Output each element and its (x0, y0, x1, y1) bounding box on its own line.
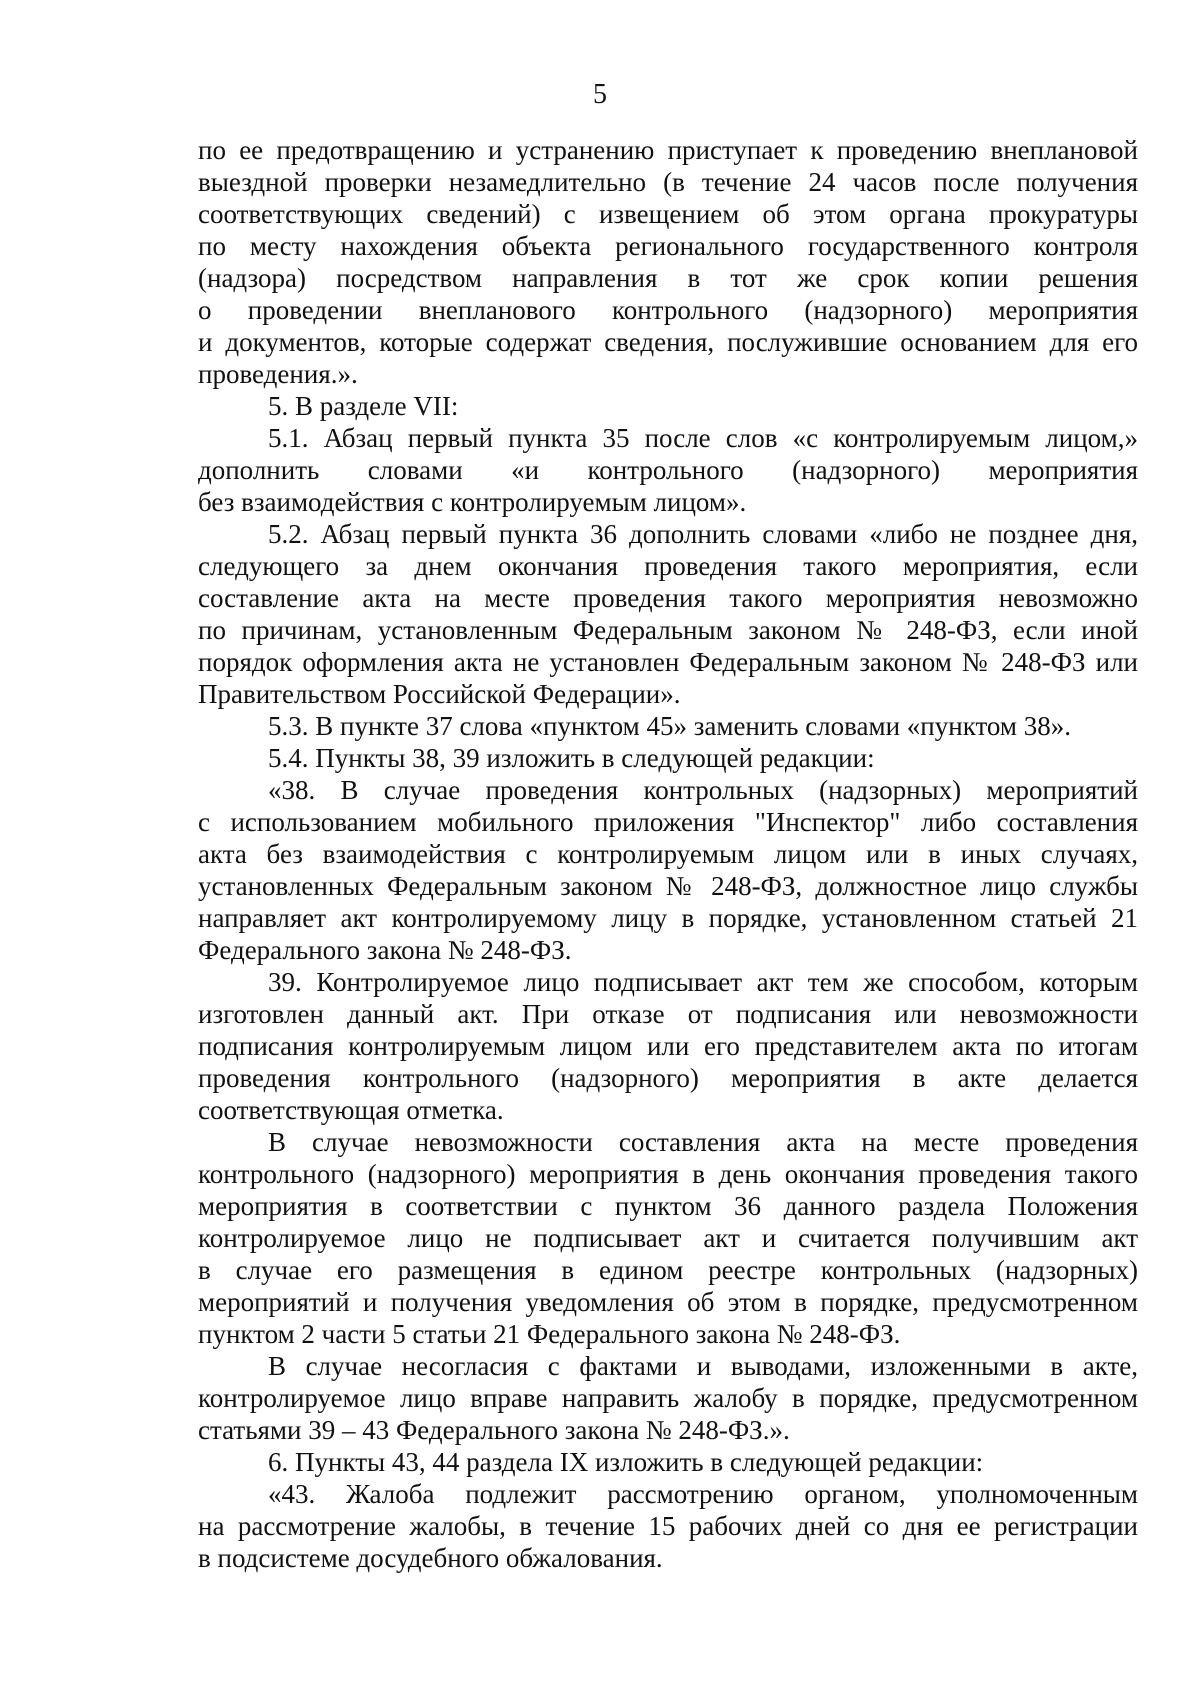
text-line: Правительством Российской Федерации». (198, 679, 681, 709)
text-line: В случае невозможности составления акта на месте проведения (268, 1127, 1138, 1157)
text-line: составление акта на месте проведения такого мероприятия невозможно (198, 583, 1138, 613)
text-line: следующего за днем окончания проведения такого мероприятия, если (198, 551, 1138, 581)
text-line: изготовлен данный акт. При отказе от подписания или невозможности (198, 999, 1138, 1029)
text-line: по месту нахождения объекта регионального государственного контроля (198, 231, 1138, 261)
text-line: на рассмотрение жалобы, в течение 15 рабочих дней со дня ее регистрации (198, 1511, 1138, 1541)
text-line: 5.2. Абзац первый пункта 36 дополнить словами «либо не позднее дня, (268, 519, 1138, 549)
text-line: мероприятий и получения уведомления об этом в порядке, предусмотренном (198, 1287, 1138, 1317)
text-line: 6. Пункты 43, 44 раздела IX изложить в следующей редакции: (268, 1447, 984, 1477)
text-line: с использованием мобильного приложения "Инспектор" либо составления (198, 807, 1138, 837)
text-line: контролируемое лицо вправе направить жалобу в порядке, предусмотренном (198, 1383, 1138, 1413)
text-line: установленных Федеральным законом № 248-ФЗ, должностное лицо службы (198, 871, 1138, 901)
text-line: порядок оформления акта не установлен Федеральным законом № 248-ФЗ или (198, 647, 1138, 677)
text-line: 39. Контролируемое лицо подписывает акт тем же способом, которым (268, 967, 1138, 997)
text-line: «43. Жалоба подлежит рассмотрению органом, уполномоченным (268, 1479, 1138, 1509)
text-line: в случае его размещения в едином реестре контрольных (надзорных) (198, 1255, 1138, 1285)
text-line: Федерального закона № 248-ФЗ. (198, 935, 572, 965)
text-line: мероприятия в соответствии с пунктом 36 данного раздела Положения (198, 1191, 1138, 1221)
text-line: (надзора) посредством направления в тот же срок копии решения (198, 263, 1138, 293)
text-line: в подсистеме досудебного обжалования. (198, 1543, 663, 1573)
text-line: контролируемое лицо не подписывает акт и считается получившим акт (198, 1223, 1138, 1253)
text-line: соответствующих сведений) с извещением об этом органа прокуратуры (198, 199, 1138, 229)
text-line: 5.1. Абзац первый пункта 35 после слов «с контролируемым лицом,» (268, 423, 1138, 453)
text-line: пунктом 2 части 5 статьи 21 Федерального закона № 248-ФЗ. (198, 1319, 901, 1349)
text-line: проведения.». (198, 359, 358, 389)
document-body (198, 134, 1138, 1574)
text-line: выездной проверки незамедлительно (в течение 24 часов после получения (198, 167, 1138, 197)
text-line: по ее предотвращению и устранению приступает к проведению внеплановой (198, 135, 1138, 165)
text-line: без взаимодействия с контролируемым лицом». (198, 487, 747, 517)
text-line: контрольного (надзорного) мероприятия в день окончания проведения такого (198, 1159, 1138, 1189)
page-number: 5 (593, 79, 607, 110)
text-line: статьями 39 – 43 Федерального закона № 248-ФЗ.». (198, 1415, 790, 1445)
text-line: акта без взаимодействия с контролируемым лицом или в иных случаях, (198, 839, 1138, 869)
text-line: по причинам, установленным Федеральным законом № 248-ФЗ, если иной (198, 615, 1138, 645)
text-line: о проведении внепланового контрольного (надзорного) мероприятия (198, 295, 1138, 325)
text-line: 5. В разделе VII: (268, 391, 459, 421)
text-line: подписания контролируемым лицом или его представителем акта по итогам (198, 1031, 1138, 1061)
text-line: направляет акт контролируемому лицу в порядке, установленном статьей 21 (198, 903, 1138, 933)
text-line: «38. В случае проведения контрольных (надзорных) мероприятий (268, 775, 1138, 805)
text-line: дополнить словами «и контрольного (надзорного) мероприятия (198, 455, 1138, 485)
text-line: соответствующая отметка. (198, 1095, 504, 1125)
text-line: 5.4. Пункты 38, 39 изложить в следующей редакции: (268, 743, 875, 773)
text-line: проведения контрольного (надзорного) мероприятия в акте делается (198, 1063, 1138, 1093)
text-line: В случае несогласия с фактами и выводами, изложенными в акте, (268, 1351, 1138, 1381)
text-line: и документов, которые содержат сведения, послужившие основанием для его (198, 327, 1138, 357)
text-line: 5.3. В пункте 37 слова «пунктом 45» заменить словами «пунктом 38». (268, 711, 1071, 741)
